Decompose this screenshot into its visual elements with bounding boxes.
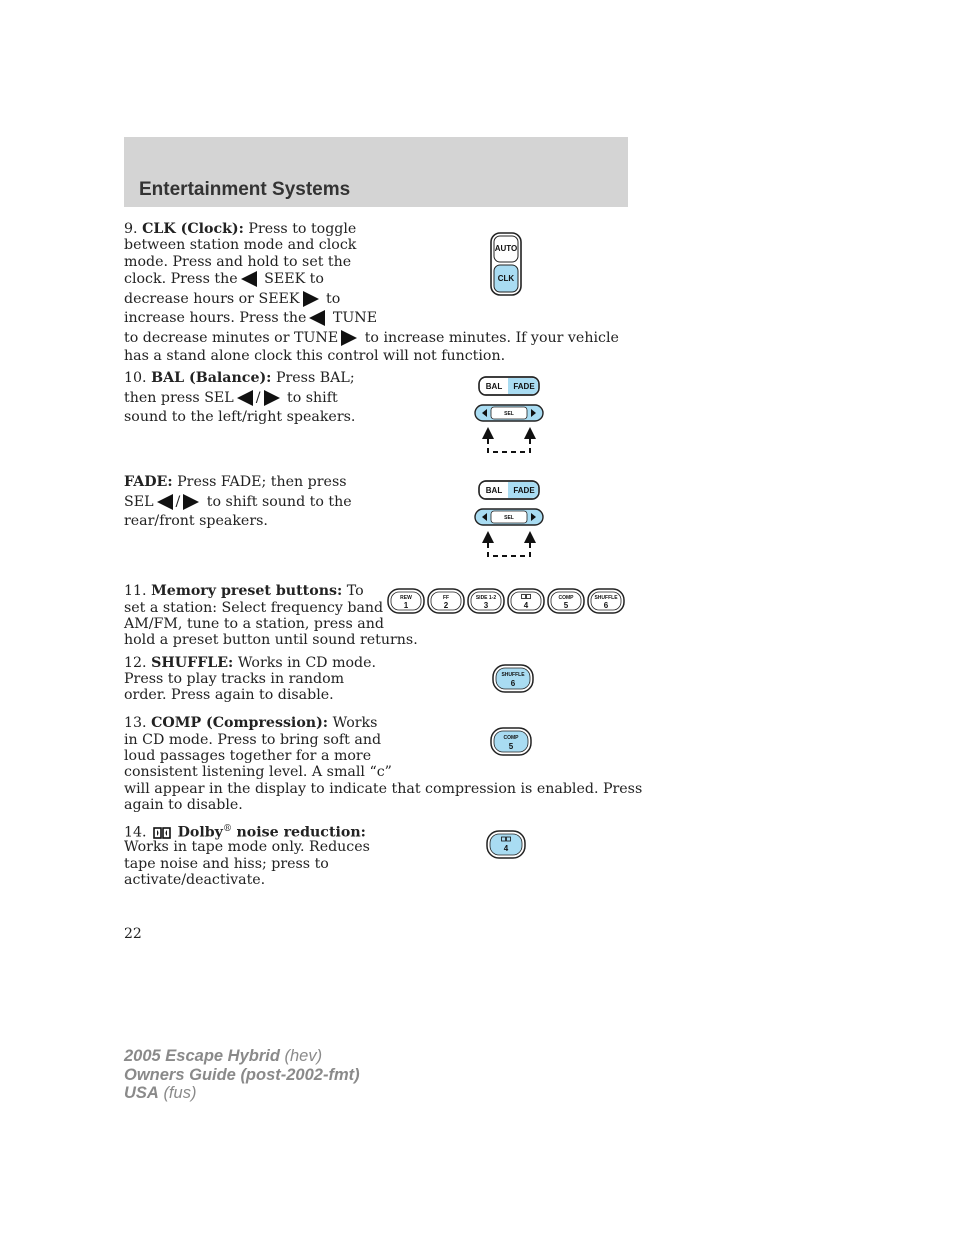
item-term: Memory preset buttons: bbox=[151, 583, 343, 599]
item-text: SEL bbox=[124, 494, 154, 510]
item-term: Dolby bbox=[177, 824, 223, 841]
bal-control bbox=[474, 377, 546, 457]
item14-line4: activate/deactivate. bbox=[124, 872, 266, 888]
shuffle-button bbox=[492, 664, 534, 694]
item11-line4: hold a preset button until sound returns. bbox=[124, 632, 418, 648]
item-term: FADE: bbox=[124, 474, 173, 490]
item13-line1 bbox=[124, 715, 377, 732]
left-arrow-icon bbox=[241, 271, 257, 287]
item14-line3: tape noise and hiss; press to bbox=[124, 856, 329, 872]
item10-line3: sound to the left/right speakers. bbox=[124, 409, 356, 425]
item-text: to shift bbox=[287, 390, 338, 406]
footer-line2 bbox=[124, 1066, 360, 1085]
item-term: BAL (Balance): bbox=[151, 370, 272, 386]
page-number: 22 bbox=[124, 926, 142, 942]
preset-label: COMP bbox=[558, 595, 574, 601]
footer-model: 2005 Escape Hybrid bbox=[124, 1047, 280, 1065]
fade-line2 bbox=[124, 494, 352, 511]
fade-label: FADE bbox=[513, 382, 535, 391]
item13-line2: in CD mode. Press to bring soft and bbox=[124, 732, 382, 748]
item-text: Works in CD mode. bbox=[237, 655, 377, 671]
preset-label: FF bbox=[442, 595, 450, 601]
sel-label: SEL bbox=[504, 411, 514, 417]
comp-number: 5 bbox=[508, 742, 514, 751]
fade-label: FADE bbox=[513, 486, 535, 495]
footer-guide: Owners Guide (post-2002-fmt) bbox=[124, 1065, 360, 1084]
item9-line7 bbox=[124, 330, 619, 347]
item9-line3: mode. Press and hold to set the bbox=[124, 254, 352, 270]
item-text: / bbox=[175, 494, 181, 510]
footer-line1 bbox=[124, 1047, 360, 1066]
item-text: Press BAL; bbox=[275, 370, 355, 386]
item-text: To bbox=[346, 583, 364, 599]
item-text: / bbox=[255, 390, 261, 406]
right-arrow-icon bbox=[341, 330, 357, 346]
sel-label: SEL bbox=[504, 515, 514, 521]
item9-line6 bbox=[124, 310, 377, 327]
item9-line2: between station mode and clock bbox=[124, 237, 357, 253]
item-text: Press to toggle bbox=[248, 221, 357, 237]
preset-label: SIDE 1-2 bbox=[475, 595, 497, 601]
footer-market-code: (fus) bbox=[163, 1084, 197, 1102]
bal-label: BAL bbox=[485, 486, 503, 495]
fade-line1 bbox=[124, 474, 347, 491]
item-text: then press SEL bbox=[124, 390, 234, 406]
preset-button-2 bbox=[428, 589, 464, 613]
item12-line1 bbox=[124, 655, 376, 672]
item-text: to decrease minutes or TUNE bbox=[124, 330, 339, 346]
preset-button-5 bbox=[548, 589, 584, 613]
item13-line5: will appear in the display to indicate that compression is enabled. Press bbox=[124, 781, 643, 797]
fade-control bbox=[474, 481, 546, 561]
left-arrow-icon bbox=[237, 390, 253, 406]
item-number: 13. bbox=[124, 715, 147, 731]
item-text: Works bbox=[332, 715, 378, 731]
item-text: to bbox=[326, 291, 341, 307]
item12-line3: order. Press again to disable. bbox=[124, 687, 334, 703]
item-text: clock. Press the bbox=[124, 271, 238, 287]
item11-line2: set a station: Select frequency band bbox=[124, 600, 384, 616]
item-text: increase hours. Press the bbox=[124, 310, 307, 326]
item-text: Press FADE; then press bbox=[177, 474, 347, 490]
footer-model-code: (hev) bbox=[284, 1047, 323, 1065]
preset-number: 5 bbox=[563, 601, 569, 610]
left-arrow-icon bbox=[309, 310, 325, 326]
item-text: to shift sound to the bbox=[206, 494, 352, 510]
item12-line2: Press to play tracks in random bbox=[124, 671, 345, 687]
preset-label: SHUFFLE bbox=[594, 595, 618, 601]
item11-line1 bbox=[124, 583, 364, 600]
item14-line2: Works in tape mode only. Reduces bbox=[124, 839, 370, 855]
fade-line3: rear/front speakers. bbox=[124, 513, 268, 529]
preset-number: 1 bbox=[403, 601, 409, 610]
comp-button bbox=[490, 727, 532, 757]
shuffle-label: SHUFFLE bbox=[501, 672, 525, 678]
item-number: 10. bbox=[124, 370, 147, 386]
clk-button-label: CLK bbox=[497, 274, 515, 283]
registered-mark: ® bbox=[222, 824, 232, 834]
item10-line1 bbox=[124, 370, 355, 387]
item13-line6: again to disable. bbox=[124, 797, 243, 813]
footer-line3 bbox=[124, 1084, 360, 1103]
footer-market: USA bbox=[124, 1084, 159, 1102]
shuffle-number: 6 bbox=[510, 679, 516, 688]
preset-button-1 bbox=[388, 589, 424, 613]
preset-number: 4 bbox=[523, 601, 529, 610]
item-text: decrease hours or SEEK bbox=[124, 291, 300, 307]
item-number: 9. bbox=[124, 221, 138, 237]
dolby-button bbox=[486, 830, 526, 860]
right-arrow-icon bbox=[303, 291, 319, 307]
right-arrow-icon bbox=[183, 494, 199, 510]
preset-button-3 bbox=[468, 589, 504, 613]
item-term: SHUFFLE: bbox=[151, 655, 234, 671]
preset-number: 3 bbox=[483, 601, 489, 610]
bal-label: BAL bbox=[485, 382, 503, 391]
item-text: SEEK to bbox=[264, 271, 324, 287]
footer bbox=[124, 1047, 360, 1103]
item-number: 11. bbox=[124, 583, 147, 599]
item9-line4 bbox=[124, 271, 324, 288]
item9-line5 bbox=[124, 291, 340, 308]
section-title: Entertainment Systems bbox=[139, 179, 351, 200]
item11-line3: AM/FM, tune to a station, press and bbox=[124, 616, 384, 632]
right-arrow-icon bbox=[264, 390, 280, 406]
preset-button-6 bbox=[588, 589, 624, 613]
item-number: 12. bbox=[124, 655, 147, 671]
left-arrow-icon bbox=[157, 494, 173, 510]
item9-line8: has a stand alone clock this control will not function. bbox=[124, 348, 506, 364]
item13-line4: consistent listening level. A small “c” bbox=[124, 764, 392, 780]
item-term: CLK (Clock): bbox=[142, 221, 244, 237]
preset-label: REW bbox=[400, 595, 412, 601]
item-text: TUNE bbox=[332, 310, 378, 326]
auto-button-label: AUTO bbox=[494, 244, 518, 253]
preset-number: 6 bbox=[603, 601, 609, 610]
item-text: to increase minutes. If your vehicle bbox=[364, 330, 619, 346]
item-number: 14. bbox=[124, 824, 147, 841]
comp-label: COMP bbox=[503, 735, 519, 741]
item10-line2 bbox=[124, 390, 338, 407]
auto-clk-control bbox=[490, 232, 522, 296]
preset-button-4 bbox=[508, 589, 544, 613]
item9-line1 bbox=[124, 221, 356, 238]
preset-number: 2 bbox=[443, 601, 449, 610]
dolby-number: 4 bbox=[503, 844, 509, 853]
item13-line3: loud passages together for a more bbox=[124, 748, 372, 764]
item-term: noise reduction: bbox=[236, 824, 366, 841]
preset-buttons-row bbox=[387, 588, 627, 616]
item-term: COMP (Compression): bbox=[151, 715, 329, 731]
